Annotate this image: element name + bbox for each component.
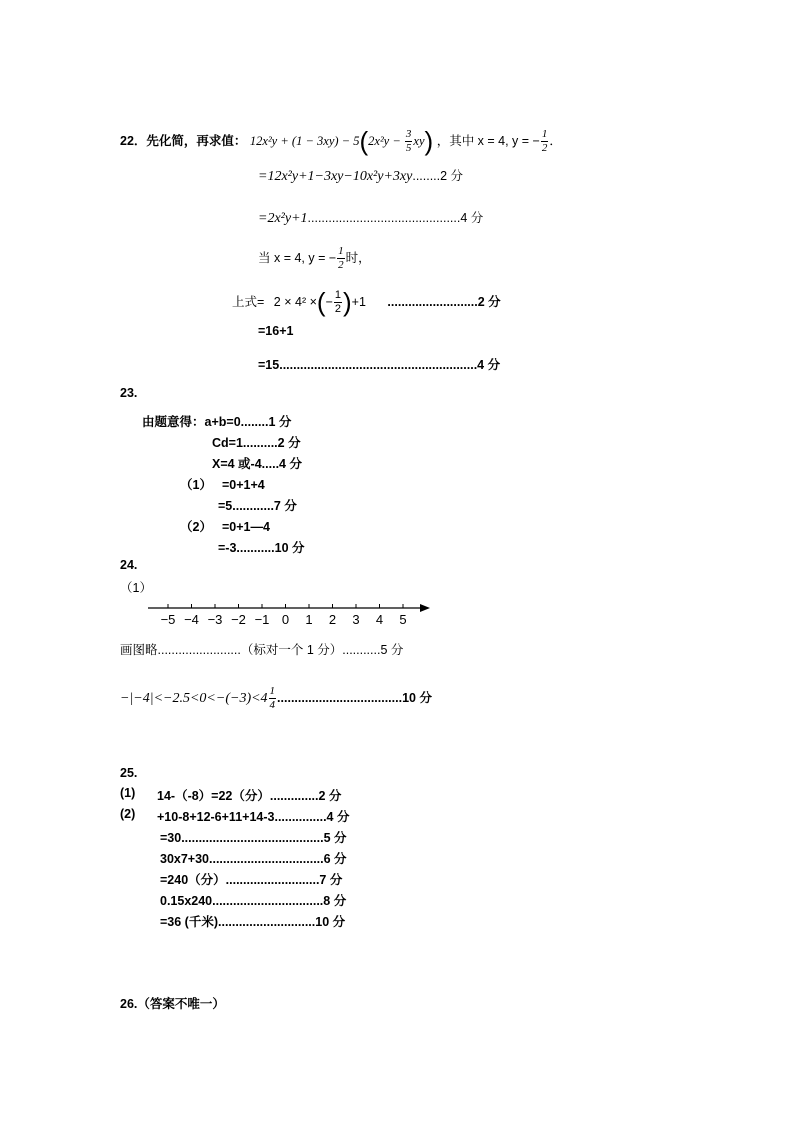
q25-row-text: 30x7+30.................................6 分 xyxy=(160,852,347,866)
q25-row-number: (1) xyxy=(120,786,136,800)
q23-line1: 由题意得：a+b=0........1 分 xyxy=(142,415,292,429)
q23-part1-result: =5............7 分 xyxy=(218,499,297,513)
q22-step4: =16+1 xyxy=(258,324,294,338)
number-line-tick-label: −2 xyxy=(231,612,246,627)
q25-row-number: (2) xyxy=(120,807,136,821)
q22-step2: =2x²y+1............................................4 分 xyxy=(258,211,484,226)
q25-row-text: +10-8+12-6+11+14-3...............4 分 xyxy=(157,810,350,824)
q23-line2: Cd=1..........2 分 xyxy=(212,436,301,450)
fraction-one-half-when: $\frac{1}{2}$ xyxy=(338,245,344,271)
q25-row-text: 0.15x240................................8 分 xyxy=(160,894,347,908)
q25-row-text: =240（分）...........................7 分 xyxy=(160,873,343,887)
number-line-tick-label: −1 xyxy=(254,612,270,627)
number-line-tick-label: −4 xyxy=(184,612,199,627)
q22-expression-b: 2x²y − xyxy=(368,133,404,148)
q25-label: 25. xyxy=(120,766,138,780)
number-line-tick-label: 5 xyxy=(399,612,407,627)
q24-inequality: −|−4|<−2.5<0<−(−3)<4 $\frac{1}{4}$ ....................................10 分 xyxy=(120,685,432,711)
q25-row-text: 14-（-8）=22（分）..............2 分 xyxy=(157,789,342,803)
fraction-one-quarter: $\frac{1}{4}$ xyxy=(269,685,276,711)
q24-note: 画图略........................（标对一个 1 分）...........5 分 xyxy=(120,643,404,657)
q22-question xyxy=(120,126,562,157)
number-line-tick-label: −3 xyxy=(207,612,223,627)
q25-row-text: =30.........................................5 分 xyxy=(160,831,347,845)
q23-part2-result: =-3...........10 分 xyxy=(218,541,305,555)
q22-label: 22．先化简，再求值： xyxy=(120,133,247,148)
q22-condition: ，其中 x = 4, y = − xyxy=(436,133,540,148)
q25-row-text: =36 (千米)............................10 分 xyxy=(160,915,346,929)
q22-step5: =15.........................................................4 分 xyxy=(258,358,501,372)
number-line-tick-label: 3 xyxy=(352,612,360,627)
q23-part1: （1） =0+1+4 xyxy=(180,478,265,492)
q24-label: 24. xyxy=(120,558,138,572)
q23-label: 23. xyxy=(120,386,138,400)
q22-expression-a: 12x²y + (1 − 3xy) − 5 xyxy=(249,133,360,148)
q23-part2: （2） =0+1—4 xyxy=(180,520,270,534)
number-line-tick-label: 0 xyxy=(281,612,290,627)
q22-sub-label: 上式= xyxy=(232,294,265,309)
q23-line3: X=4 或-4.....4 分 xyxy=(212,457,302,471)
number-line-tick-label: −5 xyxy=(160,612,176,627)
q22-sub-score: ..........................2 分 xyxy=(387,294,501,309)
number-line xyxy=(140,598,440,628)
q22-substitution: 上式= 2 × 4² ×(− $\frac{1}{2}$ )+1 ..........................2 分 xyxy=(232,287,501,317)
left-paren: ( xyxy=(359,126,369,156)
right-paren: ) xyxy=(424,126,434,156)
number-line-tick-label: 4 xyxy=(375,612,384,627)
fraction-three-fifths: $\frac{3}{5}$ xyxy=(405,128,412,154)
q22-step1-score: ........2 分 xyxy=(412,169,464,183)
q22-step2-score: ............................................4 分 xyxy=(307,211,484,225)
q22-period: ． xyxy=(549,133,562,148)
number-line-tick-label: 1 xyxy=(305,612,313,627)
q22-expression-c: xy xyxy=(413,133,425,148)
q22-when: 当 x = 4, y = − $\frac{1}{2}$ 时， xyxy=(258,245,371,271)
fraction-one-half: $\frac{1}{2}$ xyxy=(541,128,548,154)
q22-step1: =12x²y+1−3xy−10x²y+3xy........2 分 xyxy=(258,169,464,184)
q24-sub1: （1） xyxy=(120,581,152,595)
number-line-arrow-icon xyxy=(420,604,430,612)
q26-label: 26.（答案不唯一） xyxy=(120,997,225,1011)
number-line-tick-label: 2 xyxy=(328,612,337,627)
fraction-one-half-sub: $\frac{1}{2}$ xyxy=(334,289,341,315)
